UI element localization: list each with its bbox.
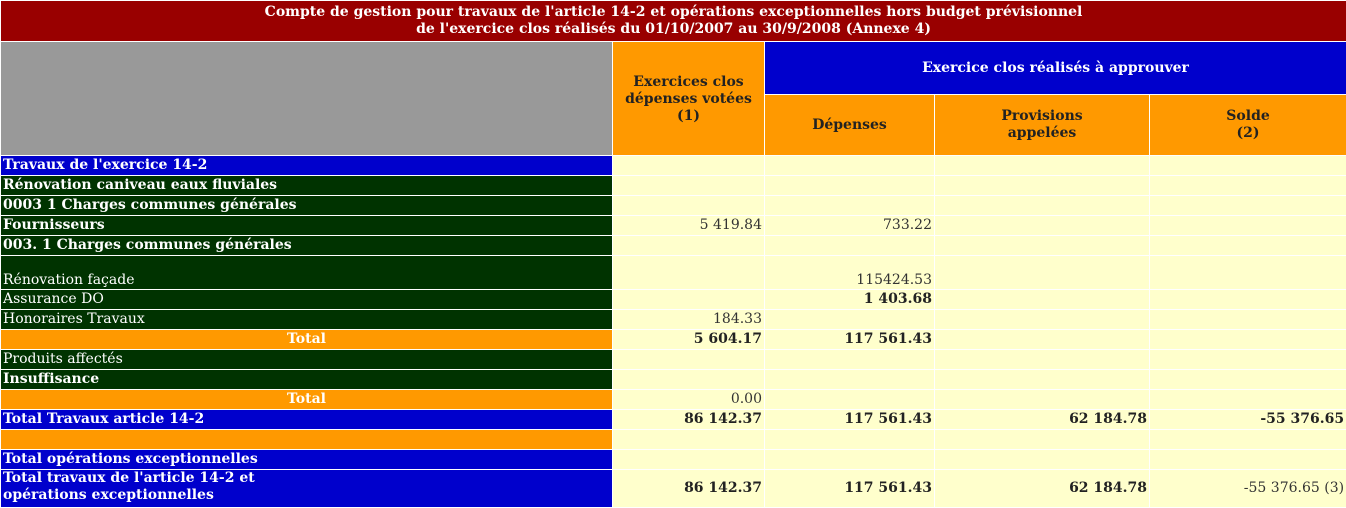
cell-exercices-clos <box>613 156 765 176</box>
cell-provisions: 62 184.78 <box>935 410 1150 430</box>
title-line-1: Compte de gestion pour travaux de l'article 14-2 et opérations exceptionnelles hors budget prévisionnel <box>3 4 1344 21</box>
cell-provisions <box>935 176 1150 196</box>
cell-depenses <box>765 310 935 330</box>
cell-provisions: 62 184.78 <box>935 470 1150 508</box>
table-row <box>1 256 1346 290</box>
cell-provisions <box>935 450 1150 470</box>
cell-exercices-clos <box>613 236 765 256</box>
header-row-1 <box>1 42 1346 95</box>
cell-provisions <box>935 256 1150 290</box>
cell-exercices-clos: 5 419.84 <box>613 216 765 236</box>
cell-provisions <box>935 330 1150 350</box>
cell-provisions <box>935 370 1150 390</box>
table-row <box>1 450 1346 470</box>
cell-exercices-clos <box>613 450 765 470</box>
cell-provisions <box>935 236 1150 256</box>
table-row <box>1 196 1346 216</box>
cell-solde <box>1150 290 1346 310</box>
cell-exercices-clos: 86 142.37 <box>613 410 765 430</box>
cell-depenses <box>765 450 935 470</box>
cell-exercices-clos: 184.33 <box>613 310 765 330</box>
cell-depenses: 115424.53 <box>765 256 935 290</box>
table-row <box>1 350 1346 370</box>
cell-provisions <box>935 196 1150 216</box>
row-label: Rénovation façade <box>1 256 613 290</box>
cell-provisions <box>935 390 1150 410</box>
cell-solde <box>1150 216 1346 236</box>
table-row <box>1 290 1346 310</box>
row-label: Insuffisance <box>1 370 613 390</box>
cell-depenses: 733.22 <box>765 216 935 236</box>
cell-provisions <box>935 350 1150 370</box>
cell-solde <box>1150 196 1346 216</box>
cell-provisions <box>935 430 1150 450</box>
cell-depenses <box>765 176 935 196</box>
row-label: Total travaux de l'article 14-2 et opérations exceptionnelles <box>1 470 613 508</box>
cell-solde <box>1150 330 1346 350</box>
header-blank-cell <box>1 42 613 156</box>
cell-solde <box>1150 430 1346 450</box>
cell-exercices-clos <box>613 256 765 290</box>
cell-depenses <box>765 156 935 176</box>
row-label: Travaux de l'exercice 14-2 <box>1 156 613 176</box>
header-depenses: Dépenses <box>765 95 935 156</box>
cell-solde <box>1150 450 1346 470</box>
title-line-2: de l'exercice clos réalisés du 01/10/2007 au 30/9/2008 (Annexe 4) <box>3 21 1344 38</box>
title-row <box>1 1 1346 42</box>
table-title <box>1 1 1346 42</box>
cell-provisions <box>935 216 1150 236</box>
cell-depenses <box>765 350 935 370</box>
cell-depenses <box>765 236 935 256</box>
table-row <box>1 156 1346 176</box>
cell-exercices-clos: 0.00 <box>613 390 765 410</box>
cell-solde <box>1150 236 1346 256</box>
cell-depenses: 117 561.43 <box>765 410 935 430</box>
row-label: Total <box>1 330 613 350</box>
table-row <box>1 310 1346 330</box>
cell-depenses <box>765 430 935 450</box>
row-label: 003. 1 Charges communes générales <box>1 236 613 256</box>
cell-depenses: 1 403.68 <box>765 290 935 310</box>
table-row <box>1 390 1346 410</box>
cell-provisions <box>935 156 1150 176</box>
table-row <box>1 410 1346 430</box>
row-label: 0003 1 Charges communes générales <box>1 196 613 216</box>
row-label: Assurance DO <box>1 290 613 310</box>
cell-depenses <box>765 390 935 410</box>
row-label: Rénovation caniveau eaux fluviales <box>1 176 613 196</box>
cell-exercices-clos <box>613 176 765 196</box>
row-label: Fournisseurs <box>1 216 613 236</box>
cell-exercices-clos <box>613 370 765 390</box>
cell-exercices-clos <box>613 196 765 216</box>
cell-solde <box>1150 256 1346 290</box>
cell-solde <box>1150 390 1346 410</box>
cell-exercices-clos <box>613 290 765 310</box>
table-row <box>1 430 1346 450</box>
cell-exercices-clos <box>613 350 765 370</box>
cell-solde <box>1150 176 1346 196</box>
row-label <box>1 430 613 450</box>
table-row <box>1 330 1346 350</box>
cell-exercices-clos <box>613 430 765 450</box>
cell-solde <box>1150 156 1346 176</box>
cell-solde <box>1150 370 1346 390</box>
cell-depenses: 117 561.43 <box>765 330 935 350</box>
table-row <box>1 370 1346 390</box>
cell-provisions <box>935 310 1150 330</box>
table-row <box>1 470 1346 508</box>
row-label: Total <box>1 390 613 410</box>
header-exercices-clos: Exercices clos dépenses votées (1) <box>613 42 765 156</box>
header-solde: Solde (2) <box>1150 95 1346 156</box>
cell-solde <box>1150 350 1346 370</box>
cell-depenses <box>765 196 935 216</box>
cell-solde: -55 376.65 (3) <box>1150 470 1346 508</box>
table-row <box>1 176 1346 196</box>
cell-solde <box>1150 310 1346 330</box>
header-provisions: Provisions appelées <box>935 95 1150 156</box>
row-label: Produits affectés <box>1 350 613 370</box>
cell-exercices-clos: 5 604.17 <box>613 330 765 350</box>
table-row <box>1 236 1346 256</box>
header-group-a-approuver: Exercice clos réalisés à approuver <box>765 42 1346 95</box>
cell-depenses <box>765 370 935 390</box>
row-label: Total Travaux article 14-2 <box>1 410 613 430</box>
row-label: Total opérations exceptionnelles <box>1 450 613 470</box>
cell-exercices-clos: 86 142.37 <box>613 470 765 508</box>
table-row <box>1 216 1346 236</box>
cell-solde: -55 376.65 <box>1150 410 1346 430</box>
cell-depenses: 117 561.43 <box>765 470 935 508</box>
cell-provisions <box>935 290 1150 310</box>
row-label: Honoraires Travaux <box>1 310 613 330</box>
